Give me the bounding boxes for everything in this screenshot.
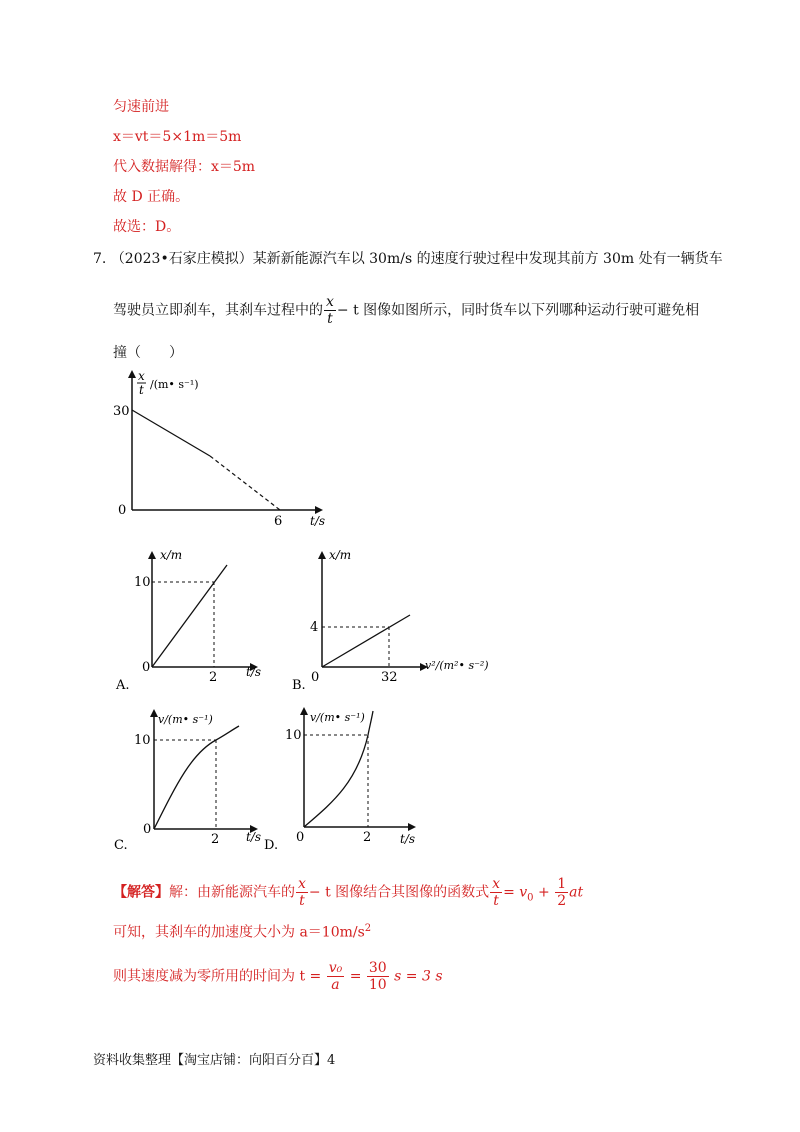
answer-l2-sup: 2 (364, 923, 372, 934)
question-text-line-3: 撞（ ） (113, 345, 183, 361)
option-c-graph (112, 703, 282, 853)
answer-fraction-1 (296, 876, 308, 909)
answer-l3c: s = 3 s (389, 968, 443, 985)
c-y-arrow (150, 709, 158, 717)
b-line (322, 615, 410, 667)
c-y-tick: 10 (134, 733, 151, 748)
a-y-arrow (148, 551, 156, 559)
c-x-tick: 2 (211, 832, 220, 847)
answer-line-1 (113, 876, 583, 909)
answer-line-2 (113, 920, 371, 942)
c-curve (154, 726, 239, 829)
answer-fraction-half (555, 876, 568, 909)
answer-l1e: at (569, 884, 584, 901)
d-origin: 0 (296, 830, 305, 845)
option-c-letter: C. (114, 838, 128, 853)
answer-l1c: = v (503, 884, 528, 901)
main-origin: 0 (118, 503, 127, 518)
answer-l1b: − t 图像结合其图像的函数式 (308, 884, 490, 901)
answer-tag: 【解答】 (113, 884, 169, 901)
question-text-line-1 (93, 250, 723, 268)
main-solid-line (132, 410, 210, 456)
prev-solution-line-3: 代入数据解得：x＝5m (113, 159, 256, 175)
d-y-arrow (300, 707, 308, 715)
frac-denominator: t (327, 311, 333, 327)
d-y-tick: 10 (285, 728, 302, 743)
answer-half-num: 1 (557, 876, 567, 892)
question-text-line-2 (113, 294, 699, 327)
main-graph (110, 366, 350, 536)
option-a-graph (112, 545, 282, 695)
a-x-label: t/s (246, 665, 262, 679)
main-y-label-den: t (139, 383, 144, 397)
d-x-label: t/s (400, 832, 416, 846)
answer-fraction-2 (490, 876, 502, 909)
question-stem-2b: − t 图像如图所示，同时货车以下列哪种运动行驶可避免相 (336, 302, 700, 319)
question-fraction (324, 294, 336, 327)
option-b-graph (290, 545, 520, 695)
b-y-tick: 4 (310, 620, 319, 635)
answer-fraction-4 (367, 960, 389, 993)
c-x-label: t/s (246, 830, 262, 844)
answer-l1-sub: 0 (527, 892, 534, 904)
answer-frac2-den: t (493, 893, 499, 909)
main-x-label: t/s (310, 514, 326, 528)
c-origin: 0 (143, 822, 152, 837)
c-y-label: v/(m• s⁻¹) (158, 713, 213, 726)
main-x-arrow (315, 506, 323, 514)
answer-l1a: 解：由新能源汽车的 (169, 884, 295, 901)
option-d-graph (262, 703, 442, 853)
b-x-label: v²/(m²• s⁻²) (425, 659, 489, 672)
main-y-tick: 30 (113, 404, 130, 419)
d-x-tick: 2 (363, 830, 372, 845)
d-y-label: v/(m• s⁻¹) (310, 711, 365, 724)
b-origin: 0 (311, 670, 320, 685)
prev-solution-line-1: 匀速前进 (113, 99, 169, 115)
answer-frac4-num: 30 (368, 960, 387, 976)
option-b-letter: B. (292, 678, 306, 693)
b-y-arrow (318, 551, 326, 559)
prev-solution-line-5: 故选：D。 (113, 219, 181, 235)
footer-text: 资料收集整理【淘宝店铺：向阳百分百】4 (93, 1053, 336, 1068)
b-y-label: x/m (329, 548, 352, 562)
answer-line-3 (113, 960, 443, 993)
option-d-letter: D. (264, 838, 279, 853)
main-y-label-num: x (138, 369, 145, 383)
d-curve (304, 711, 373, 827)
prev-solution-line-2: x＝vt＝5×1m＝5m (113, 129, 242, 145)
question-source: （2023•石家庄模拟） (110, 251, 253, 267)
main-dashed-line (210, 456, 280, 510)
answer-l3b: = (345, 968, 366, 985)
answer-frac2-num: x (492, 876, 501, 892)
main-x-tick: 6 (274, 514, 283, 529)
answer-half-den: 2 (557, 893, 567, 909)
answer-frac4-den: 10 (368, 977, 387, 993)
a-x-tick: 2 (209, 670, 218, 685)
answer-l3a: 则其速度减为零所用的时间为 t = (113, 968, 326, 985)
answer-frac1-num: x (298, 876, 306, 892)
a-y-label: x/m (160, 548, 183, 562)
question-stem-2a: 驾驶员立即刹车，其刹车过程中的 (113, 302, 323, 319)
option-a-letter: A. (116, 678, 130, 693)
answer-l2a: 可知，其刹车的加速度大小为 a＝10m/s (113, 924, 365, 941)
question-number: 7. (93, 251, 107, 267)
prev-solution-line-4: 故 D 正确。 (113, 189, 190, 205)
question-stem-1: 某新新能源汽车以 30m/s 的速度行驶过程中发现其前方 30m 处有一辆货车 (252, 251, 723, 267)
answer-l1d: + (533, 884, 555, 901)
d-x-arrow (408, 823, 416, 831)
a-line (152, 565, 227, 667)
main-y-arrow (128, 370, 136, 378)
answer-frac3-den: a (331, 977, 340, 993)
a-y-tick: 10 (134, 575, 151, 590)
b-x-tick: 32 (381, 670, 398, 685)
a-origin: 0 (142, 660, 151, 675)
main-y-unit: /(m• s⁻¹) (150, 378, 199, 391)
frac-numerator: x (326, 294, 334, 310)
answer-frac3-num: v₀ (328, 960, 343, 976)
answer-fraction-3 (327, 960, 345, 993)
answer-frac1-den: t (299, 893, 305, 909)
